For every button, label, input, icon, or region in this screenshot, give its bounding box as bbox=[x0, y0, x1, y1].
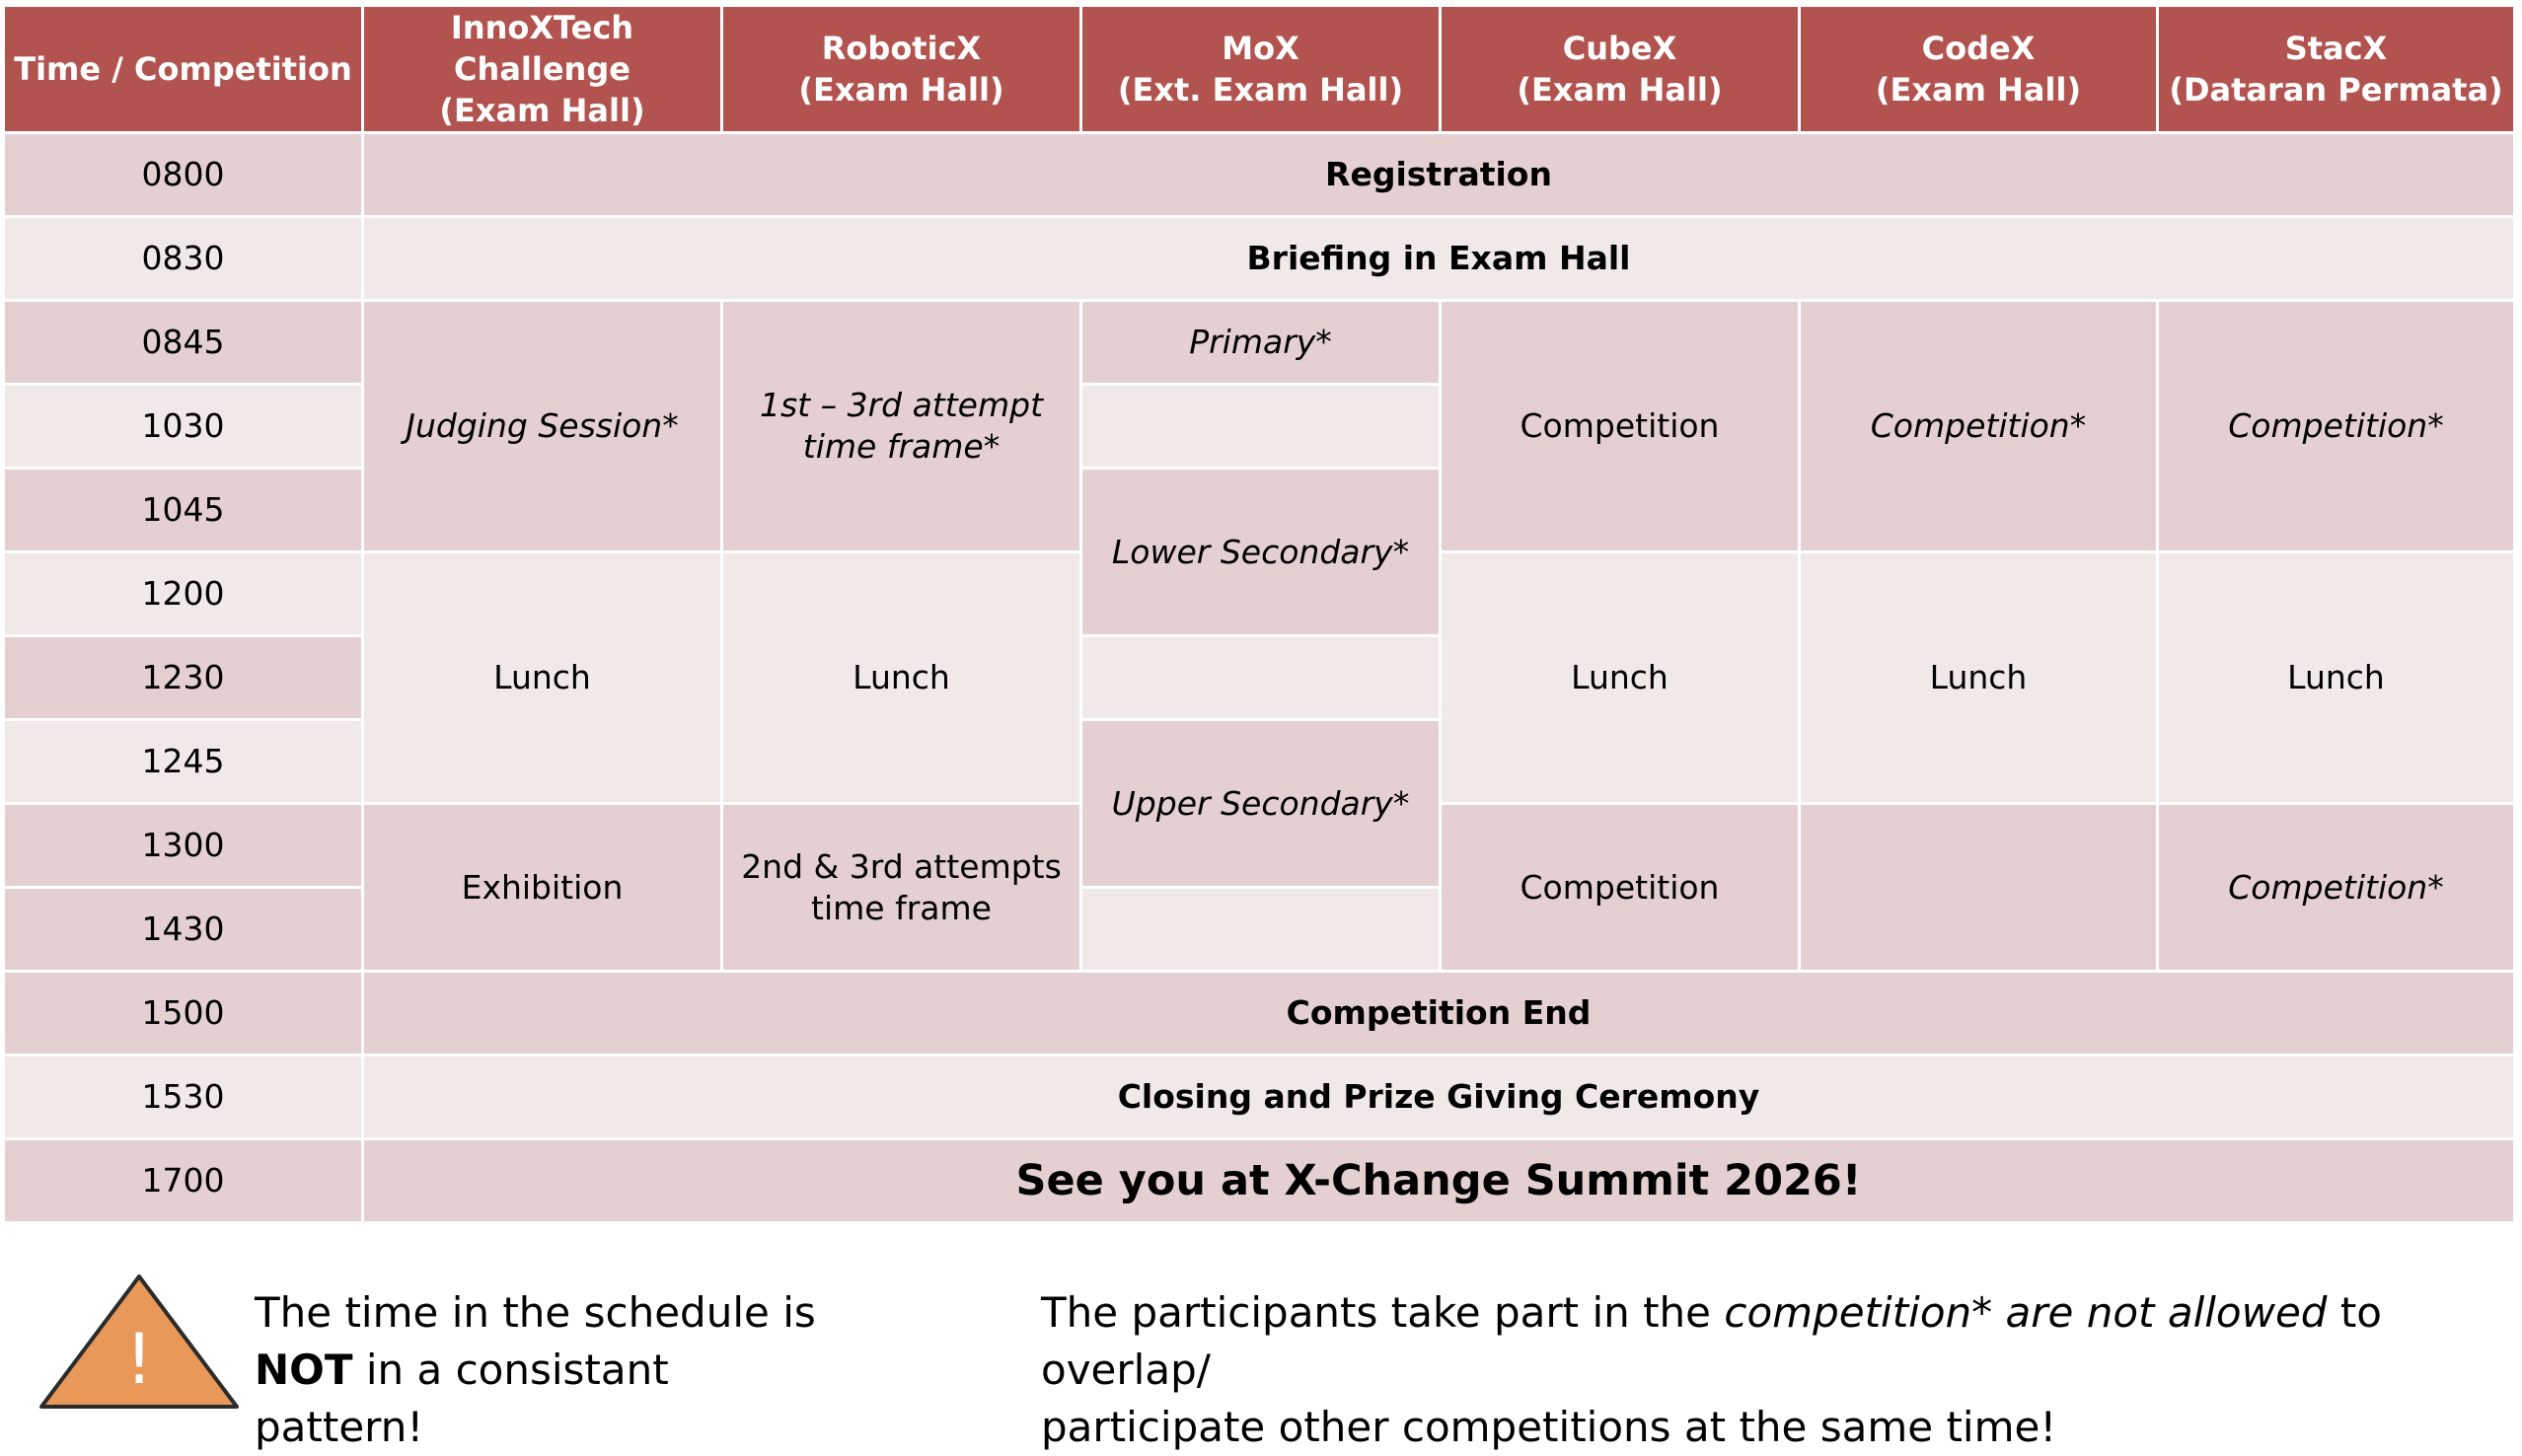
header-row bbox=[5, 7, 2516, 134]
header-time-competition: Time / Competition bbox=[5, 7, 364, 134]
time-cell: 1245 bbox=[5, 721, 364, 805]
table-row bbox=[5, 973, 2516, 1056]
code-competition-cell: Competition* bbox=[1801, 302, 2159, 553]
cube-competition-cell: Competition bbox=[1442, 302, 1801, 553]
robotic-first-attempt-cell: 1st – 3rd attempt time frame* bbox=[723, 302, 1082, 553]
competition-end-cell: Competition End bbox=[364, 973, 2516, 1056]
time-cell: 1700 bbox=[5, 1140, 364, 1224]
mox-upper-secondary-cell: Upper Secondary* bbox=[1082, 721, 1442, 889]
table-row bbox=[5, 218, 2516, 302]
svg-text:!: ! bbox=[124, 1319, 154, 1400]
table-row bbox=[5, 1140, 2516, 1224]
schedule-table bbox=[5, 7, 2516, 1224]
innox-exhibition-cell: Exhibition bbox=[364, 805, 723, 973]
table-row bbox=[5, 302, 2516, 386]
cube-lunch-cell: Lunch bbox=[1442, 553, 1801, 805]
overlap-note: The participants take part in the competition* are not allowed to overlap/ participate other competitions at the same time! bbox=[1041, 1288, 2382, 1451]
mox-empty-cell bbox=[1082, 637, 1442, 721]
robotic-second-attempt-cell: 2nd & 3rd attempts time frame bbox=[723, 805, 1082, 973]
see-you-cell: See you at X-Change Summit 2026! bbox=[364, 1140, 2516, 1224]
mox-lower-secondary-cell: Lower Secondary* bbox=[1082, 470, 1442, 637]
mox-empty-cell bbox=[1082, 889, 1442, 973]
header-innoxtech: InnoXTech Challenge (Exam Hall) bbox=[364, 7, 723, 134]
code-empty-cell bbox=[1801, 805, 2159, 973]
mox-primary-cell: Primary* bbox=[1082, 302, 1442, 386]
header-mox: MoX (Ext. Exam Hall) bbox=[1082, 7, 1442, 134]
warning-triangle-icon bbox=[36, 1273, 243, 1411]
briefing-cell: Briefing in Exam Hall bbox=[364, 218, 2516, 302]
time-cell: 0830 bbox=[5, 218, 364, 302]
robotic-lunch-cell: Lunch bbox=[723, 553, 1082, 805]
header-roboticx: RoboticX (Exam Hall) bbox=[723, 7, 1082, 134]
innox-judging-cell: Judging Session* bbox=[364, 302, 723, 553]
time-cell: 1030 bbox=[5, 386, 364, 470]
time-cell: 1530 bbox=[5, 1056, 364, 1140]
closing-ceremony-cell: Closing and Prize Giving Ceremony bbox=[364, 1056, 2516, 1140]
time-cell: 1230 bbox=[5, 637, 364, 721]
time-cell: 1200 bbox=[5, 553, 364, 637]
mox-empty-cell bbox=[1082, 386, 1442, 470]
table-row bbox=[5, 134, 2516, 218]
time-cell: 0845 bbox=[5, 302, 364, 386]
time-cell: 1300 bbox=[5, 805, 364, 889]
time-cell: 0800 bbox=[5, 134, 364, 218]
header-stacx: StacX (Dataran Permata) bbox=[2159, 7, 2516, 134]
header-codex: CodeX (Exam Hall) bbox=[1801, 7, 2159, 134]
cube-competition-cell: Competition bbox=[1442, 805, 1801, 973]
time-cell: 1045 bbox=[5, 470, 364, 553]
stac-lunch-cell: Lunch bbox=[2159, 553, 2516, 805]
time-cell: 1500 bbox=[5, 973, 364, 1056]
stac-competition-cell: Competition* bbox=[2159, 302, 2516, 553]
code-lunch-cell: Lunch bbox=[1801, 553, 2159, 805]
warning-note bbox=[36, 1273, 825, 1451]
table-row bbox=[5, 1056, 2516, 1140]
header-cubex: CubeX (Exam Hall) bbox=[1442, 7, 1801, 134]
time-cell: 1430 bbox=[5, 889, 364, 973]
innox-lunch-cell: Lunch bbox=[364, 553, 723, 805]
stac-competition-cell: Competition* bbox=[2159, 805, 2516, 973]
registration-cell: Registration bbox=[364, 134, 2516, 218]
warning-text: The time in the schedule is NOT in a consistant pattern! bbox=[255, 1288, 816, 1451]
